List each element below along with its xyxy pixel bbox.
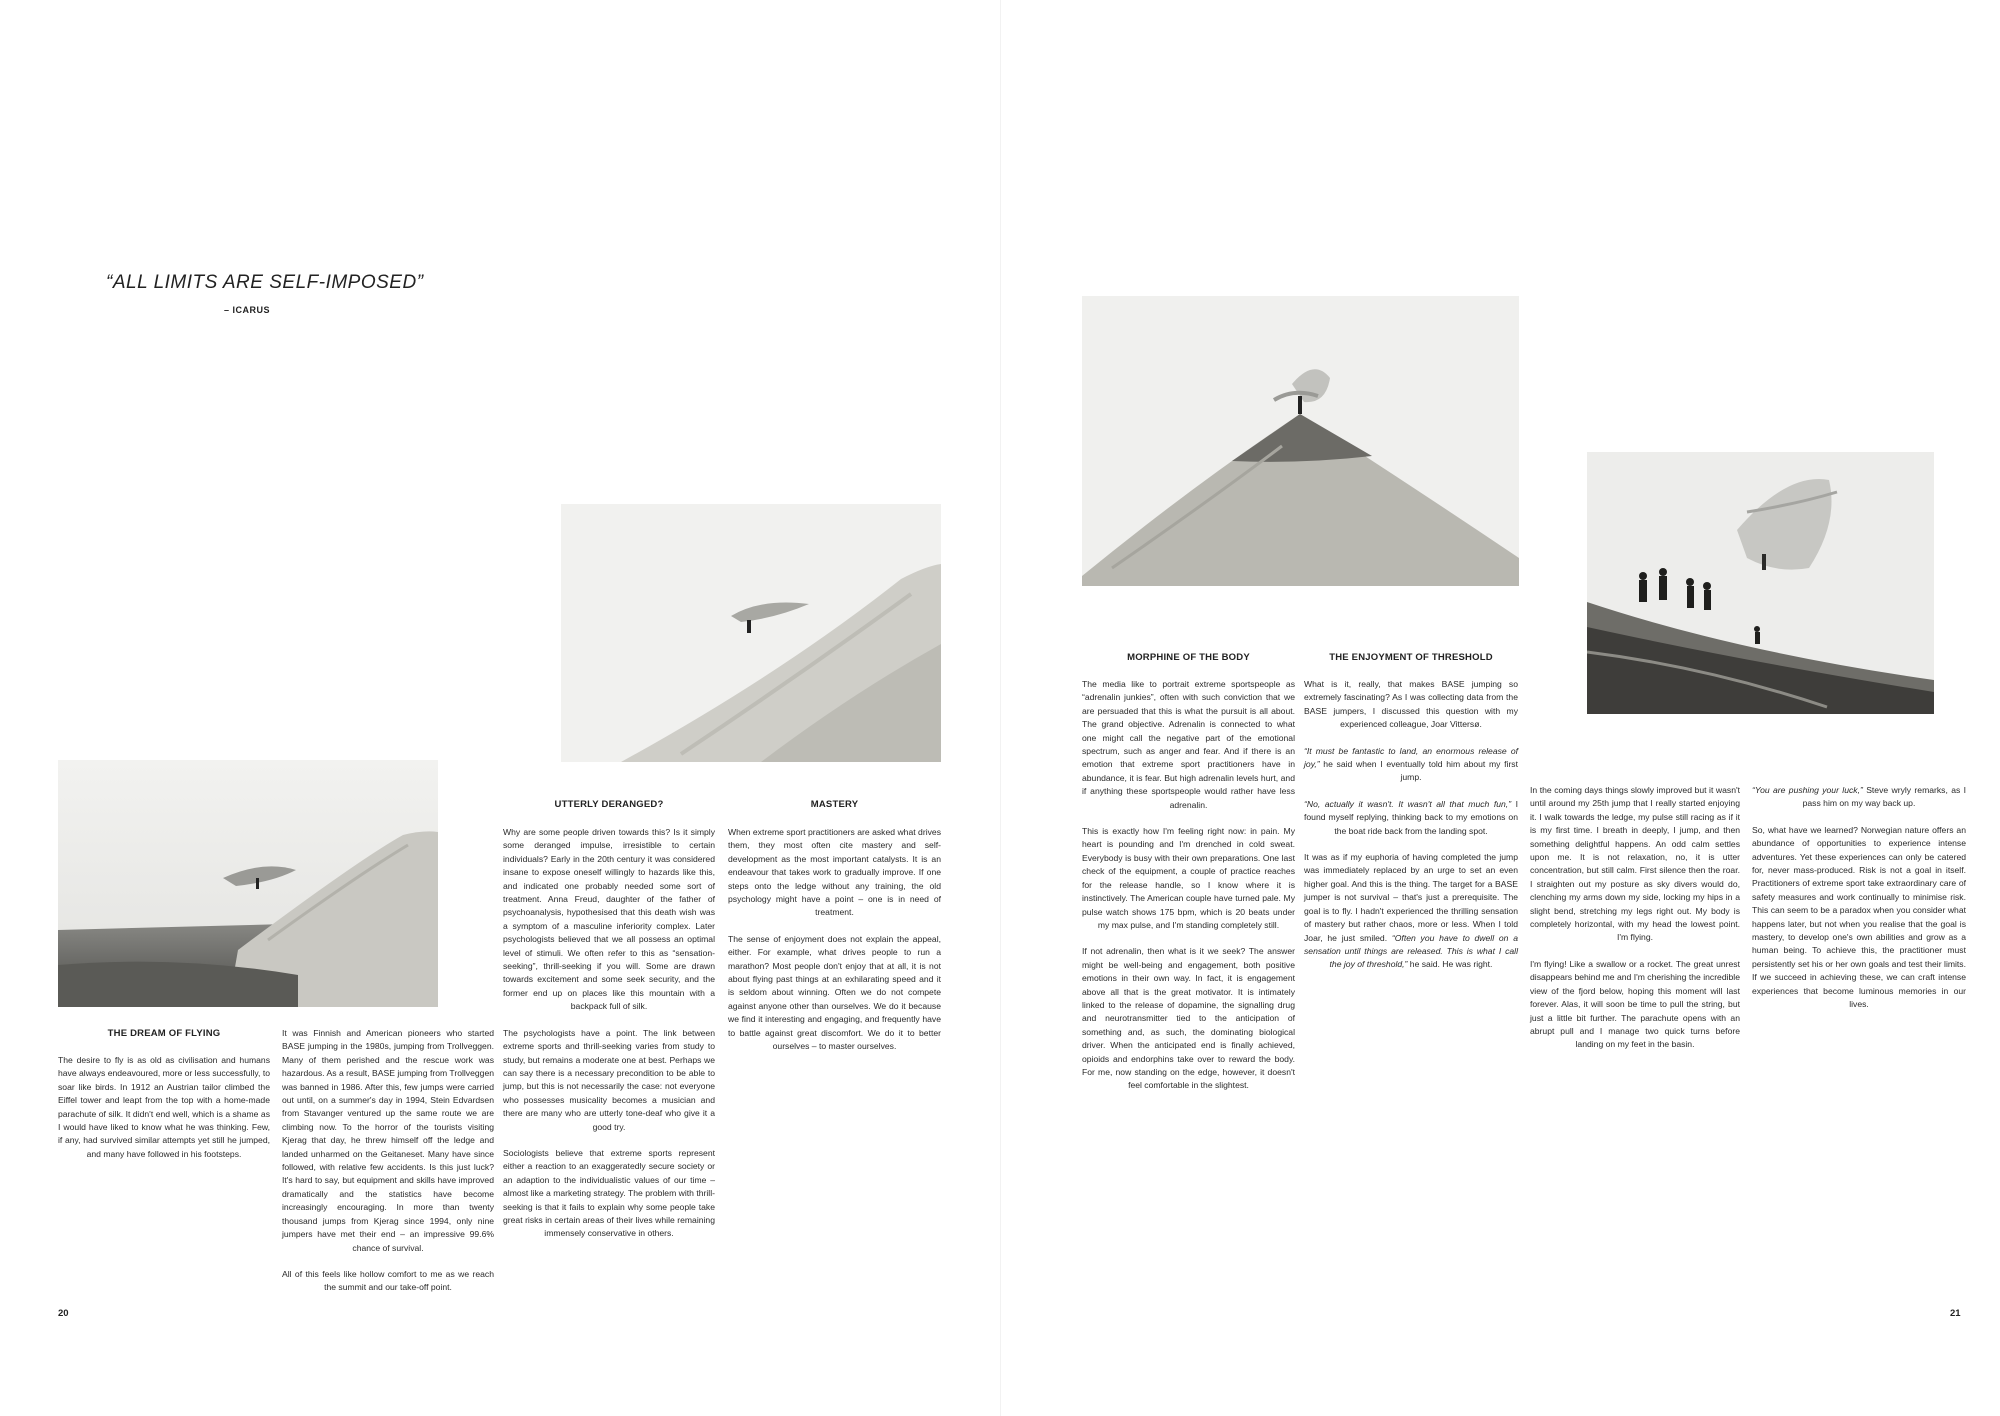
paragraph: Why are some people driven towards this? Is it simply some deranged impulse, irresistible to certain individuals? Early in the 20th century it was considered insane to expose oneself willingly to hazards like this, and indicated one probably needed some sort of treatment. Anna Freud, daughter of the father of psychoanalysis, hypothesised that this death wish was a symptom of a masculine inferiority complex. Later psychologists believed that we all possess an optimal level of stimuli. We often refer to this as “sensation-seeking”, thrill-seeking if you will. Some are drawn towards excitement and some seek security, and the former end up on places like this mountain with a backpack full of silk.: [503, 827, 715, 1012]
column-base-history: [282, 1027, 494, 1308]
heading-morphine-of-the-body: MORPHINE OF THE BODY: [1127, 652, 1250, 663]
heading-enjoyment-of-threshold: THE ENJOYMENT OF THRESHOLD: [1329, 652, 1493, 663]
paragraph-text: Steve wryly remarks, as I pass him on my way back up.: [1802, 785, 1966, 809]
photo-spectators-glider-image: [1587, 452, 1934, 714]
photo-glider-near-slope-image: [561, 504, 941, 762]
paragraph: So, what have we learned? Norwegian nature offers an abundance of opportunities to experience intense adventures. Yet these experiences can only be catered for, never mass-produced. Risk is not a goal in itself. Practitioners of extreme sport take extraordinary care of safety measures and work continually to minimise risk. This can seem to be a paradox when you consider what happens later, but not when you realise that the goal is mastery, to develop one's own abilities and grow as a human being. To achieve this, the practitioner must persistently set his or her own goals and test their limits. If we succeed in achieving these, we can craft intense experiences that become luminous memories in our lives.: [1752, 824, 1966, 1010]
column-enjoyment-of-threshold: [1304, 678, 1518, 985]
column-mastery: [728, 826, 941, 1067]
paragraph: The psychologists have a point. The link between extreme sports and thrill-seeking varies from study to study, but remains a moderate one at best. Perhaps we can say there is a necessary precondition to be able to jump, but this is not necessarily the case: not everyone who possesses musicality becomes a musician and there are many who are utterly tone-deaf who give it a good try.: [503, 1027, 715, 1132]
heading-mastery: MASTERY: [810, 799, 859, 810]
column-morphine-of-the-body: [1082, 678, 1295, 1106]
paragraph: [1304, 745, 1518, 785]
paragraph: When extreme sport practitioners are asked what drives them, they most often cite mastery and self-development as the most important catalysts. It is an endeavour that takes work to gradually improve. If one steps onto the ledge without any training, the old psychology might have a point – one is in need of treatment.: [728, 827, 941, 918]
paragraph: [1304, 851, 1518, 972]
paragraph: If not adrenalin, then what is it we seek? The answer might be well-being and engagement, both positive emotions in their own way. In fact, it is engagement above all that is the great motivator. It is intimately linked to the release of dopamine, the signalling drug and neurotransmitter tied to the anticipation of something and, as such, the dominating biological driver. When the anticipated end is finally achieved, opioids and endorphins take over to reward the body. For me, now standing on the edge, however, it doesn't feel comfortable in the slightest.: [1082, 946, 1295, 1091]
paragraph: [1304, 798, 1518, 838]
paragraph: All of this feels like hollow comfort to me as we reach the summit and our take-off point.: [282, 1268, 494, 1293]
paragraph: [1752, 784, 1966, 811]
italic-quote: “Often you have to dwell on a sensation until things are released. This is what I call the joy of threshold,”: [1304, 932, 1518, 970]
column-conclusion: [1752, 784, 1966, 1025]
heading-dream-of-flying: THE DREAM OF FLYING: [107, 1028, 221, 1039]
epigraph-quote: “ALL LIMITS ARE SELF-IMPOSED”: [106, 272, 424, 293]
spread-gutter: [1000, 0, 1001, 1416]
paragraph: What is it, really, that makes BASE jumping so extremely fascinating? As I was collecting data from the BASE jumpers, I discussed this question with my experienced colleague, Joar Vittersø.: [1304, 679, 1518, 730]
column-utterly-deranged: [503, 826, 715, 1254]
paragraph: This is exactly how I'm feeling right now: in pain. My heart is pounding and I'm drenched in cold sweat. Everybody is busy with their own preparations. One last check of the equipment, a couple of practice reaches for the release handle, so I know where it is instinctively. The American couple have turned pale. My pulse watch shows 175 bpm, which is 20 beats under my max pulse, and I'm standing completely still.: [1082, 826, 1295, 930]
photo-glider-over-dune: [58, 760, 438, 1007]
heading-utterly-deranged: UTTERLY DERANGED?: [554, 799, 664, 810]
paragraph: The desire to fly is as old as civilisation and humans have always endeavoured, more or less successfully, to soar like birds. In 1912 an Austrian tailor climbed the Eiffel tower and leapt from the top with a home-made parachute of silk. It didn't end well, which is a shame as I would have liked to know what he was thinking. Few, if any, had survived similar attempts yet still he jumped, and many have followed in his footsteps.: [58, 1055, 270, 1159]
paragraph: It was Finnish and American pioneers who started BASE jumping in the 1980s, jumping from Trollveggen. Many of them perished and the rescue work was hazardous. As a result, BASE jumping from Trollveggen was banned in 1986. After this, few jumps were carried out until, on a summer's day in 1994, Stein Edvardsen from Stavanger ventured up the same route we are climbing now. To the horror of the tourists visiting Kjerag that day, he threw himself off the ledge and landed unharmed on the Geitaneset. Many have since followed, with relative few accidents. Is this just luck? It's hard to say, but equipment and skills have improved dramatically and the statistics have become increasingly encouraging. In more than twenty thousand jumps from Kjerag since 1994, only nine jumpers have met their end – an impressive 99.6% chance of survival.: [282, 1028, 494, 1253]
italic-quote: “You are pushing your luck,”: [1752, 785, 1863, 795]
paragraph-text: I found myself replying, thinking back to my emotions on the boat ride back from the landing spot.: [1304, 798, 1518, 836]
paragraph: The media like to portrait extreme sportspeople as “adrenalin junkies”, often with such conviction that we are persuaded that this is what the pursuit is all about. The grand objective. Adrenalin is connected to what one might call the negative part of the emotional spectrum, such as anger and fear. And if there is an emotion that extreme sport practitioners have in abundance, it is fear. But high adrenalin levels hurt, and if anything these sportspeople would rather have less adrenalin.: [1082, 679, 1295, 810]
italic-quote: “It must be fantastic to land, an enormous release of joy,”: [1304, 745, 1518, 770]
photo-glider-over-dune-image: [58, 760, 438, 1007]
paragraph-text: he said when I eventually told him about my first jump.: [1319, 759, 1518, 783]
page-number-left: 20: [58, 1308, 69, 1319]
photo-spectators-glider: [1587, 452, 1934, 714]
photo-glider-near-slope: [561, 504, 941, 762]
column-dream-of-flying: [58, 1054, 270, 1174]
italic-quote: “No, actually it wasn't. It wasn't all that much fun,”: [1304, 798, 1512, 809]
photo-glider-on-summit: [1082, 296, 1519, 586]
epigraph-author: – ICARUS: [224, 305, 271, 315]
column-flying: [1530, 784, 1740, 1065]
paragraph: In the coming days things slowly improved but it wasn't until around my 25th jump that I really started enjoying it. I walk towards the ledge, my pulse still racing as if it is my first time. I breath in deeply, I jump, and then something delightful happens. An odd calm settles upon me. It is not relaxation, no, it is utter concentration, but still calm. First silence then the roar. I straighten out my posture as sky divers would do, clenching my arms down my side, locking my hips in a slight bend, stretching my legs right out. My body is completely horizontal, with my head the lowest point. I'm flying.: [1530, 785, 1740, 943]
paragraph: Sociologists believe that extreme sports represent either a reaction to an exaggeratedly secure society or an adaption to the individualistic values of our time – almost like a marketing strategy. The problem with thrill-seeking is that it fails to explain why some people take great risks in certain areas of their lives while remaining immensely conservative in others.: [503, 1147, 715, 1239]
paragraph-text: he said. He was right.: [1407, 959, 1493, 970]
photo-glider-on-summit-image: [1082, 296, 1519, 586]
paragraph-text: It was as if my euphoria of having completed the jump was immediately replaced by an urge to set an even higher goal. And this is the thing. The target for a BASE jumper is not survival – that's just a prerequisite. The goal is to fly. I hadn't experienced the thrilling sensation of mastery but rather chaos, more or less. When I told Joar, he just smiled.: [1304, 852, 1518, 943]
paragraph: The sense of enjoyment does not explain the appeal, either. For example, what drives people to run a marathon? Most people don't enjoy that at all, it is not about flying past things at an exhilarating speed and it is seldom about winning. Often we do not compete against anyone other than ourselves. We do it because we find it interesting and engaging, and frequently have to battle against great discomfort. We do it to better ourselves – to master ourselves.: [728, 933, 941, 1052]
paragraph: I'm flying! Like a swallow or a rocket. The great unrest disappears behind me and I'm cherishing the incredible view of the fjord below, hoping this moment will last forever. Alas, it will soon be time to pull the string, but just a little bit further. The parachute opens with an abrupt pull and I manage two quick turns before landing on my feet in the basin.: [1530, 958, 1740, 1050]
page-number-right: 21: [1950, 1308, 1961, 1319]
